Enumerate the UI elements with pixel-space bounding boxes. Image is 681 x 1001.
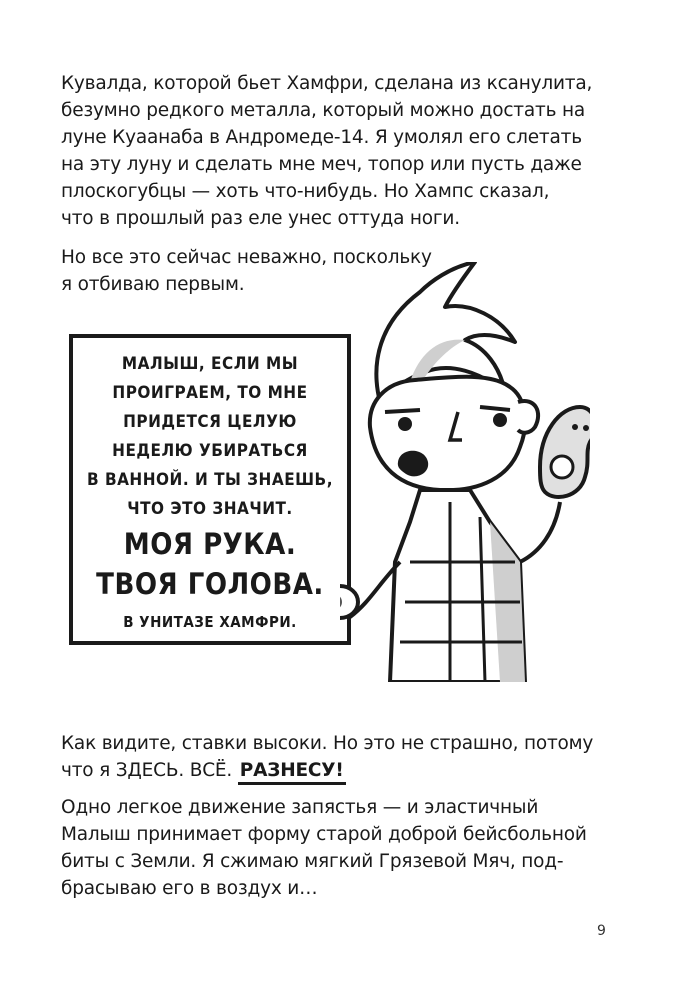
page-number: 9 (597, 923, 606, 939)
speech-line: В ВАННОЙ. И ТЫ ЗНАЕШЬ, (86, 470, 334, 490)
word-smash: РАЗНЕСУ! (238, 760, 346, 785)
speech-line: МАЛЫШ, ЕСЛИ МЫ (121, 354, 299, 374)
word-here: ЗДЕСЬ. (115, 760, 185, 781)
speech-line: ПРИДЕТСЯ ЦЕЛУЮ (123, 412, 297, 432)
right-fist (551, 456, 573, 478)
left-eye (385, 410, 420, 412)
speech-line-small: В УНИТАЗЕ ХАМФРИ. (123, 613, 297, 631)
word-all: ВСЁ. (189, 760, 233, 781)
blob-eye (583, 425, 589, 431)
head-shape (370, 377, 525, 490)
left-pupil (398, 417, 412, 431)
paragraph-batting-first: Но все это сейчас неважно, поскольку я отбиваю первым. (61, 247, 432, 295)
speech-line-big: ТВОЯ ГОЛОВА. (96, 567, 324, 601)
paragraph-stakes (61, 730, 621, 785)
speech-text (73, 350, 347, 640)
stakes-line: Как видите, ставки высоки. Но это не страшно, потому (61, 733, 594, 754)
right-pupil (493, 413, 507, 427)
speech-box (69, 334, 351, 645)
paragraph-swing: Одно легкое движение запястья — и эластичный Малыш принимает форму старой доброй бейсбольной биты с Земли. Я сжимаю мягкий Грязевой Мяч, под- брасываю его в воздух и… (61, 797, 587, 899)
left-fist (340, 586, 358, 618)
right-arm (520, 502, 560, 562)
speech-line: НЕДЕЛЮ УБИРАТЬСЯ (112, 441, 308, 461)
speech-line-big: МОЯ РУКА. (123, 527, 297, 561)
blob-creature (540, 407, 590, 497)
ear-shape (518, 401, 538, 433)
speech-line: ПРОИГРАЕМ, ТО МНЕ (112, 383, 308, 403)
stakes-prefix: что я (61, 760, 116, 781)
paragraph-kuvalda: Кувалда, которой бьет Хамфри, сделана из ксанулита, безумно редкого металла, который можно достать на луне Куаанаба в Андромеде-14. Я умолял его слетать на эту луну и сделать мне меч, топор или пусть даже плоскогубцы — хоть что-нибудь. Но Хампс сказал, что в прошлый раз еле унес оттуда ноги. (61, 73, 593, 229)
speech-line: ЧТО ЭТО ЗНАЧИТ. (127, 499, 293, 519)
boy-illustration (340, 262, 590, 682)
blob-eye (572, 424, 578, 430)
